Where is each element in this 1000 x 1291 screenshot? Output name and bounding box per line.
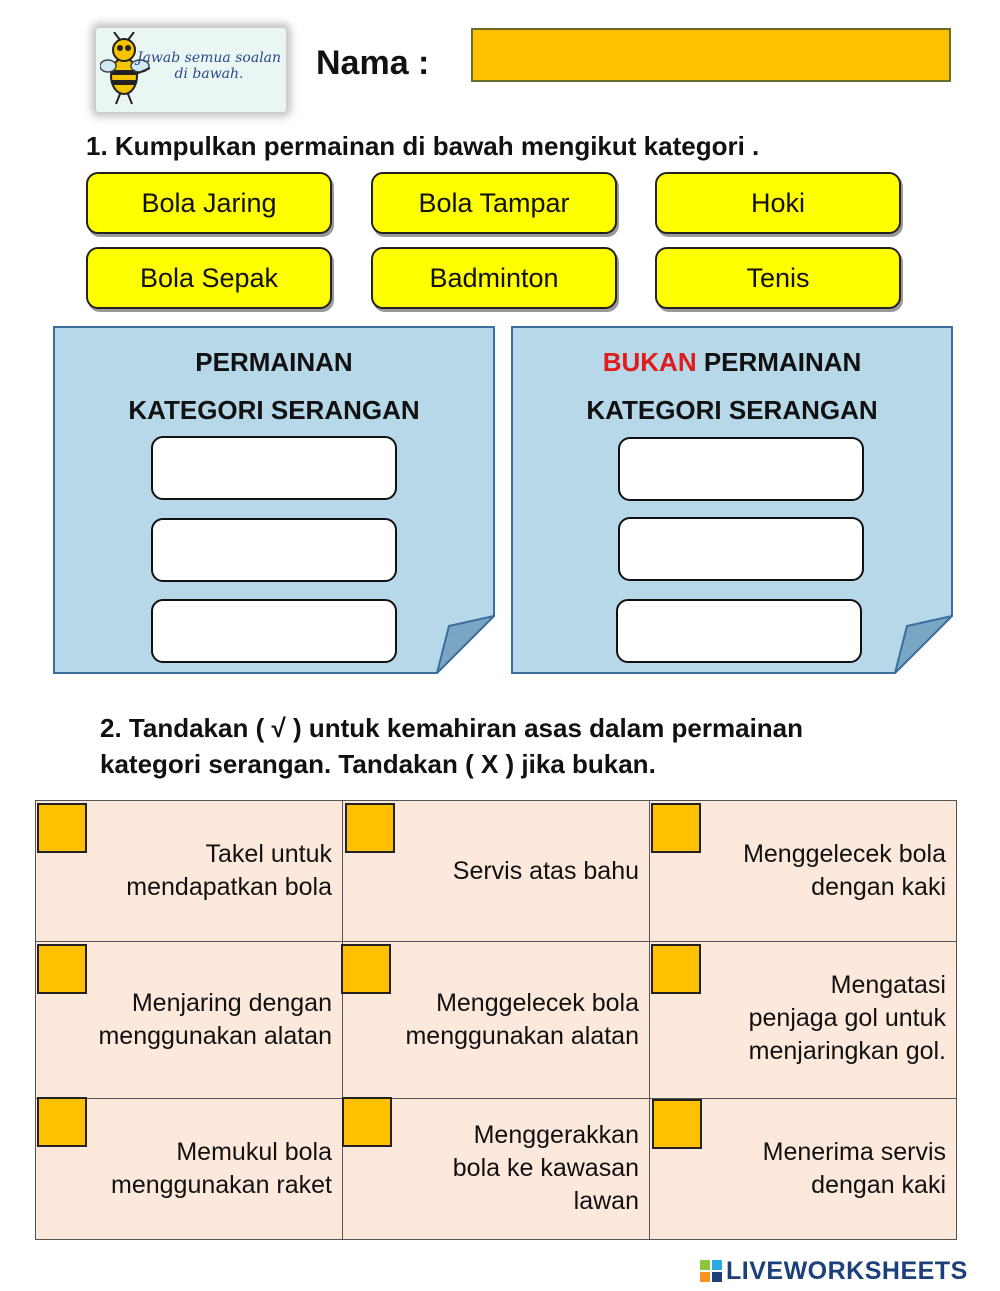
answer-box-9[interactable] xyxy=(652,1099,702,1149)
skill-cell-5 xyxy=(405,987,639,1053)
non-attack-panel-line2: KATEGORI SERANGAN xyxy=(586,395,878,425)
skill-text: penjaga gol untuk xyxy=(748,1004,946,1032)
skill-text: mendapatkan bola xyxy=(126,873,332,901)
attack-panel-title xyxy=(53,338,495,434)
drag-item-bola-tampar[interactable]: Bola Tampar xyxy=(371,172,617,234)
non-attack-drop-slot-2[interactable] xyxy=(618,517,864,581)
attack-panel-line2: KATEGORI SERANGAN xyxy=(128,395,420,425)
answer-box-8[interactable] xyxy=(342,1097,392,1147)
skill-cell-8 xyxy=(453,1119,639,1218)
skill-cell-6 xyxy=(749,969,946,1068)
answer-box-6[interactable] xyxy=(651,944,701,994)
skill-cell-2 xyxy=(453,855,639,888)
skill-cell-9 xyxy=(763,1136,946,1202)
name-label: Nama : xyxy=(316,44,430,82)
table-divider xyxy=(649,801,650,1239)
skill-text: Servis atas bahu xyxy=(452,857,639,885)
non-attack-category-panel xyxy=(511,326,953,674)
attack-category-panel xyxy=(53,326,495,674)
skill-cell-7 xyxy=(111,1136,332,1202)
drag-item-hoki[interactable]: Hoki xyxy=(655,172,901,234)
table-divider xyxy=(342,801,343,1239)
answer-box-2[interactable] xyxy=(345,803,395,853)
drag-item-tenis[interactable]: Tenis xyxy=(655,247,901,309)
skill-text: Menggelecek bola xyxy=(743,840,946,868)
instruction-badge xyxy=(96,28,286,112)
answer-box-5[interactable] xyxy=(341,944,391,994)
badge-text: Jawab semua soalan di bawah. xyxy=(136,50,282,82)
logo-text: LIVEWORKSHEETS xyxy=(726,1256,968,1285)
drag-item-badminton[interactable]: Badminton xyxy=(371,247,617,309)
skill-text: Mengatasi xyxy=(830,971,946,999)
liveworksheets-logo-icon xyxy=(700,1260,722,1282)
non-attack-panel-line1-text: PERMAINAN xyxy=(696,347,862,377)
answer-box-3[interactable] xyxy=(651,803,701,853)
skill-text: dengan kaki xyxy=(811,873,946,901)
skill-text: menjaringkan gol. xyxy=(748,1037,946,1065)
skill-text: menggunakan raket xyxy=(111,1171,332,1199)
skill-text: dengan kaki xyxy=(811,1171,946,1199)
skills-table xyxy=(35,800,957,1240)
bukan-label: BUKAN xyxy=(602,347,697,377)
table-divider xyxy=(36,941,956,942)
question-1-prompt: 1. Kumpulkan permainan di bawah mengikut kategori . xyxy=(86,131,760,161)
question-2-line2: kategori serangan. Tandakan ( X ) jika bukan. xyxy=(100,749,656,779)
skill-text: Memukul bola xyxy=(176,1138,332,1166)
skill-cell-4 xyxy=(98,987,332,1053)
drag-item-bola-sepak[interactable]: Bola Sepak xyxy=(86,247,332,309)
table-divider xyxy=(36,1098,956,1099)
attack-drop-slot-1[interactable] xyxy=(151,436,397,500)
question-2-prompt xyxy=(100,710,960,782)
answer-box-1[interactable] xyxy=(37,803,87,853)
skill-text: menggunakan alatan xyxy=(98,1022,332,1050)
non-attack-panel-title xyxy=(511,338,953,434)
non-attack-panel-line1 xyxy=(511,338,953,386)
skill-text: Menjaring dengan xyxy=(131,989,332,1017)
non-attack-drop-slot-1[interactable] xyxy=(618,437,864,501)
non-attack-drop-slot-3[interactable] xyxy=(616,599,862,663)
attack-drop-slot-3[interactable] xyxy=(151,599,397,663)
liveworksheets-logo xyxy=(700,1258,968,1284)
skill-text: Takel untuk xyxy=(205,840,332,868)
drag-item-bola-jaring[interactable]: Bola Jaring xyxy=(86,172,332,234)
attack-panel-line1: PERMAINAN xyxy=(195,347,353,377)
attack-drop-slot-2[interactable] xyxy=(151,518,397,582)
skill-cell-1 xyxy=(126,838,332,904)
answer-box-7[interactable] xyxy=(37,1097,87,1147)
skill-text: Menerima servis xyxy=(762,1138,946,1166)
skill-text: Menggerakkan xyxy=(473,1121,639,1149)
name-input[interactable] xyxy=(471,28,951,82)
answer-box-4[interactable] xyxy=(37,944,87,994)
skill-cell-3 xyxy=(743,838,946,904)
skill-text: bola ke kawasan xyxy=(452,1154,639,1182)
skill-text: Menggelecek bola xyxy=(436,989,639,1017)
skill-text: lawan xyxy=(573,1187,639,1215)
skill-text: menggunakan alatan xyxy=(405,1022,639,1050)
question-2-line1: 2. Tandakan ( √ ) untuk kemahiran asas dalam permainan xyxy=(100,713,804,743)
